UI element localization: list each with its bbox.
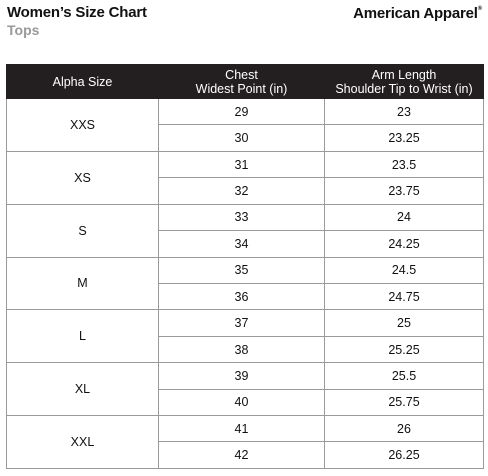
arm-length-cell: 26 [325,416,484,442]
chart-title: Women’s Size Chart [7,4,147,21]
alpha-size-cell: XS [7,151,159,204]
arm-length-cell: 24.5 [325,257,484,283]
alpha-size-cell: XXL [7,416,159,469]
arm-length-cell: 24.75 [325,283,484,309]
chest-cell: 30 [159,125,325,151]
chest-cell: 35 [159,257,325,283]
chest-cell: 36 [159,283,325,309]
table-header-row [7,65,484,99]
table-row [7,151,484,177]
arm-length-cell: 24.25 [325,231,484,257]
column-header-label: Alpha Size [52,74,113,89]
table-row [7,363,484,389]
table-row [7,99,484,125]
chart-subtitle: Tops [7,22,40,38]
arm-length-cell: 25.75 [325,389,484,415]
column-header-sublabel: Widest Point (in) [195,81,288,96]
arm-length-cell: 25.5 [325,363,484,389]
chest-cell: 37 [159,310,325,336]
arm-length-cell: 24 [325,204,484,230]
chest-cell: 29 [159,99,325,125]
alpha-size-cell: L [7,310,159,363]
arm-length-cell: 23.75 [325,178,484,204]
column-header-label: Chest [225,67,258,82]
chest-cell: 41 [159,416,325,442]
arm-length-cell: 23 [325,99,484,125]
chest-cell: 32 [159,178,325,204]
column-header-alpha-size [7,65,159,99]
arm-length-cell: 25 [325,310,484,336]
table-row [7,310,484,336]
alpha-size-cell: XL [7,363,159,416]
table-row [7,204,484,230]
chest-cell: 33 [159,204,325,230]
chest-cell: 34 [159,231,325,257]
alpha-size-cell: XXS [7,99,159,152]
alpha-size-cell: M [7,257,159,310]
chest-cell: 31 [159,151,325,177]
registered-mark: ® [477,6,482,12]
arm-length-cell: 25.25 [325,336,484,362]
table-row [7,257,484,283]
column-header-chest [159,65,325,99]
arm-length-cell: 23.25 [325,125,484,151]
arm-length-cell: 26.25 [325,442,484,469]
column-header-arm-length [325,65,484,99]
table-row [7,416,484,442]
column-header-label: Arm Length [371,67,437,82]
column-header-sublabel: Shoulder Tip to Wrist (in) [335,81,473,96]
brand-logo [353,5,482,22]
chest-cell: 38 [159,336,325,362]
brand-name: American Apparel [353,5,478,22]
chest-cell: 42 [159,442,325,469]
chest-cell: 40 [159,389,325,415]
size-chart-table [6,64,484,469]
chest-cell: 39 [159,363,325,389]
arm-length-cell: 23.5 [325,151,484,177]
alpha-size-cell: S [7,204,159,257]
